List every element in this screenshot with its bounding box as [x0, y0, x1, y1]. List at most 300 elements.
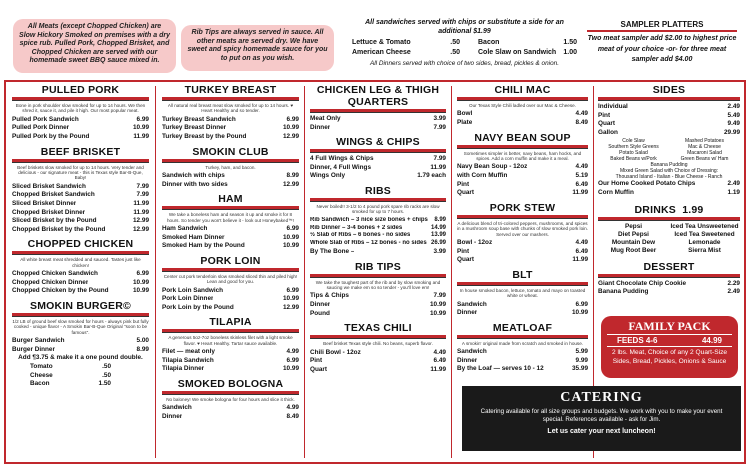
menu-item-price: 4.49	[575, 110, 588, 118]
section-title: TILAPIA	[209, 316, 252, 329]
menu-addon	[12, 372, 149, 381]
section-rule	[598, 97, 740, 101]
column-divider	[304, 86, 305, 458]
menu-column-5	[598, 84, 740, 297]
lettuce-label: Lettuce & Tomato	[352, 39, 411, 46]
section-description: We take a boneless ham and season it up and smoke it for 8 hours. So tender you won't believe it - look out Honeybaked™!	[166, 212, 295, 223]
sides-items-name: Quart	[598, 120, 616, 128]
menu-item	[162, 295, 299, 304]
menu-section-texas-chili	[310, 322, 446, 374]
section-rule	[598, 217, 740, 221]
menu-item-name: Tilapia Dinner	[162, 365, 205, 373]
addon-price: .50	[102, 362, 111, 370]
menu-item-price: 14.99	[430, 224, 446, 231]
menu-item	[162, 133, 299, 142]
menu-item	[457, 172, 588, 181]
menu-item	[310, 366, 446, 375]
menu-item	[310, 357, 446, 366]
menu-item-price: 13.99	[430, 232, 446, 239]
drinks-list-row	[598, 239, 740, 247]
sides-items2-value: 2.49	[727, 180, 740, 188]
menu-section-smoked-bologna	[162, 378, 299, 422]
menu-item-price: 12.99	[283, 133, 299, 140]
section-rule	[12, 251, 149, 255]
menu-item	[12, 191, 149, 200]
section-title: TEXAS CHILI	[344, 322, 412, 335]
section-rule	[12, 97, 149, 101]
section-title: RIB TIPS	[355, 260, 401, 273]
menu-item-price: 4.49	[575, 239, 588, 246]
sides-items-value: 9.49	[727, 120, 740, 128]
drinks-list-value: Lemonade	[688, 238, 721, 246]
menu-item	[162, 124, 299, 133]
menu-item-name: Chopped Brisket by the Pound	[12, 225, 106, 233]
section-title: WINGS & CHIPS	[336, 136, 420, 149]
section-description: In house smoked bacon, lettuce, tomato and mayo on toasted white or wheat.	[459, 287, 586, 299]
menu-item-price: 12.99	[283, 303, 299, 311]
menu-item-name: Pork Loin Sandwich	[162, 286, 224, 294]
menu-item-price: 3.99	[433, 247, 446, 255]
menu-item-price: 4.99	[286, 348, 299, 356]
drinks-price: 1.99	[682, 203, 704, 216]
menu-item	[457, 357, 588, 366]
section-title: RIBS	[365, 184, 391, 197]
section-description: Turkey, ham, and bacon.	[205, 164, 256, 170]
menu-item	[162, 404, 299, 413]
menu-item-price: 10.99	[133, 287, 149, 295]
menu-item-name: Quart	[457, 189, 475, 197]
menu-item-price: 6.99	[136, 270, 149, 278]
menu-section-chili-mac	[457, 84, 588, 128]
menu-item-price: 6.99	[575, 300, 588, 308]
section-description: Center cut pork tenderloin slow smoked sliced thin and piled high! Lean and good for you.	[163, 273, 298, 285]
menu-item-name: Smoked Ham by the Pound	[162, 242, 245, 250]
menu-item-name: Dinner with two sides	[162, 180, 228, 188]
sides-items-value: 2.49	[727, 103, 740, 110]
section-description: A delicious blend of tri-colored peppers, mushrooms, and spices in a mushroom soup base with chunks of slow smoked pork loin. Served over our mashers.	[457, 220, 588, 237]
section-rule	[310, 109, 446, 113]
sides-list-name: Potato Salad	[619, 150, 648, 157]
menu-item-name: Sandwich	[162, 404, 192, 412]
menu-item	[12, 116, 149, 125]
catering-tagline: Let us cater your next luncheon!	[547, 427, 656, 435]
menu-item	[457, 110, 588, 119]
drinks-title: DRINKS	[634, 203, 676, 216]
menu-item-name: Pint	[457, 247, 470, 255]
menu-item-price: 9.99	[575, 356, 588, 364]
menu-item-name: Pork Loin Dinner	[162, 295, 214, 303]
menu-item-name: Rib Dinner – 3-4 bones + 2 sides	[310, 224, 403, 231]
dinners-note: All Dinners served with choice of two sides, bread, pickles & onion.	[370, 60, 559, 67]
drinks-list-name: Pepsi	[624, 222, 643, 230]
menu-item-name: Turkey Breast Dinner	[162, 124, 227, 132]
menu-item-price: 10.99	[133, 124, 149, 132]
menu-item-name: Chopped Chicken Dinner	[12, 278, 89, 286]
menu-item-price: 10.99	[283, 124, 299, 132]
menu-item	[162, 357, 299, 366]
section-description: Never boiled!! 3-1/2 to 4 pound pork spare rib racks are slow smoked for up to 7 hours.	[316, 203, 440, 215]
menu-item	[310, 217, 446, 225]
menu-item-name: Wings Only	[310, 172, 346, 180]
menu-item-name: Pint	[457, 180, 470, 188]
section-title: CHOPPED CHICKEN	[27, 238, 134, 251]
sides-list-name: Southern Style Greens	[608, 144, 659, 151]
menu-section-rib-tips	[310, 261, 446, 319]
menu-item-price: 7.99	[136, 182, 149, 190]
column-divider	[451, 86, 452, 458]
menu-item	[310, 310, 446, 319]
section-rule	[162, 97, 299, 101]
dessert-items-name: Banana Pudding	[598, 288, 649, 296]
sandwich-note: All sandwiches served with chips or substitute a side for an additional $1.99	[365, 19, 564, 35]
menu-item-price: 12.99	[283, 180, 299, 188]
menu-item-price: 6.99	[286, 286, 299, 294]
menu-item-name: Smoked Ham Dinner	[162, 233, 225, 241]
menu-section-wings-chips	[310, 136, 446, 181]
menu-item-name: Dinner	[457, 356, 478, 364]
drinks-list-row	[598, 231, 740, 239]
menu-item-name: Whole Slab of Ribs – 12 bones - no sides	[310, 240, 427, 247]
column-divider	[155, 86, 156, 458]
menu-item	[310, 124, 446, 133]
menu-item-name: Dinner, 4 Full Wings	[310, 163, 372, 171]
menu-item-price: 11.99	[572, 256, 588, 264]
sampler-title: SAMPLER PLATTERS	[587, 20, 737, 32]
menu-item	[12, 270, 149, 279]
section-title: PULLED PORK	[41, 84, 120, 96]
menu-column-4	[457, 84, 588, 378]
section-title: BEEF BRISKET	[40, 145, 121, 158]
section-description: Sometimes simpler is better, navy beans, ham hocks, and spices. Add a corn muffin and make it a meal.	[463, 150, 582, 161]
sandwich-addons-box	[352, 18, 577, 78]
sides-items2-name: Corn Muffin	[598, 188, 634, 196]
menu-item	[310, 164, 446, 173]
section-rule	[12, 313, 149, 317]
menu-item-name: Sliced Brisket Dinner	[12, 200, 77, 207]
menu-section-ribs	[310, 185, 446, 257]
menu-item-price: 8.49	[286, 412, 299, 420]
section-rule	[457, 97, 588, 101]
section-description: No baloney! We smoke bologna for four hours and slice it thick.	[166, 396, 295, 402]
section-description: Our Texas Style Chili ladled over our Mac & Cheese.	[469, 103, 576, 108]
sides-items-value: 29.99	[724, 128, 740, 136]
menu-item-price: 4.49	[433, 348, 446, 356]
section-description: We take the toughest part of the rib and by slow smoking and saucing we make em so so tender - you'll love em!	[315, 279, 441, 290]
menu-section-smokin-burger	[12, 300, 149, 389]
menu-item-name: Pulled Pork by the Pound	[12, 133, 90, 140]
menu-item-price: 10.99	[283, 233, 299, 241]
menu-section-navy-bean-soup	[457, 132, 588, 198]
menu-item-price: 7.99	[433, 292, 446, 300]
drinks-list-row	[598, 247, 740, 255]
menu-item-name: Chopped Chicken by the Pound	[12, 287, 109, 295]
section-title: SMOKED BOLOGNA	[177, 377, 284, 390]
sides-items-value: 5.49	[727, 111, 740, 119]
menu-item-price: 5.19	[575, 172, 588, 179]
menu-item-price: 8.49	[575, 119, 588, 126]
family-pack-desc: 2 lbs. Meat, Choice of any 2 Quart-Size Sides, Bread, Pickles, Onions & Sauce	[611, 349, 728, 365]
section-title: SMOKIN BURGER©	[30, 299, 131, 312]
menu-item-price: 10.99	[283, 295, 299, 303]
section-title: SMOKIN CLUB	[192, 145, 269, 158]
section-rule	[162, 159, 299, 163]
menu-item	[12, 279, 149, 288]
menu-item-price: 11.99	[133, 200, 149, 207]
menu-item	[162, 348, 299, 357]
section-rule	[162, 391, 299, 395]
section-description: Bone in pork shoulder slow smoked for up to 14 hours. We then shred it, sauce it, and pile it high. Our most popular meat.	[15, 103, 146, 114]
menu-item-name: Burger Sandwich	[12, 337, 65, 345]
menu-item-price: 10.99	[430, 309, 446, 317]
sampler-text: Two meat sampler add $2.00 to highest price meat of your choice -or- for three meat sampler add $4.00	[587, 35, 737, 63]
family-pack-price: 44.99	[701, 336, 722, 345]
menu-item-price: 12.99	[133, 225, 149, 233]
menu-item-price: 4.49	[575, 163, 588, 171]
section-description: A smokin' original made from scratch and smoked in house.	[461, 340, 584, 346]
menu-item-name: Sliced Brisket by the Pound	[12, 217, 97, 225]
sampler-platters-box	[587, 20, 737, 72]
section-description: Beef brisket Texas style chili. No beans, superb flavor.	[323, 341, 433, 347]
menu-item-name: Rib Sandwich – 3 nice size bones + chips	[310, 216, 428, 223]
section-rule	[598, 274, 740, 278]
menu-item-price: 7.99	[433, 155, 446, 163]
menu-item-price: 10.99	[572, 309, 588, 317]
menu-item	[457, 301, 588, 310]
addon-price: .50	[102, 371, 111, 379]
section-title: CHICKEN LEG & THIGH QUARTERS	[316, 84, 440, 108]
menu-item-name: 4 Full Wings & Chips	[310, 155, 374, 163]
section-title: CHILI MAC	[494, 84, 551, 96]
menu-column-2	[162, 84, 299, 426]
section-description: A generous 5oz-7oz boneless skinless filet with a light smoke flavor. ♥ Heart Healthy. Tartar sauce available.	[168, 335, 293, 346]
menu-item	[12, 200, 149, 209]
menu-item-name: Quart	[310, 365, 328, 373]
section-title: PORK STEW	[489, 201, 556, 214]
menu-item-price: 8.99	[434, 216, 446, 223]
sides-items-row	[598, 103, 740, 112]
menu-item-price: 6.99	[136, 115, 149, 123]
family-pack-feeds: FEEDS 4-6	[617, 336, 658, 345]
menu-item-name: Sandwich	[457, 348, 487, 356]
section-title: MEATLOAF	[492, 321, 553, 334]
menu-item-name: Quart	[457, 256, 475, 264]
family-pack-title: FAMILY PACK	[628, 319, 711, 333]
menu-item-name: Plate	[457, 119, 473, 126]
section-rule	[162, 268, 299, 272]
section-description: All white breast meat shredded and sauced. Tastes just like chicken!	[20, 257, 141, 268]
menu-item-name: Pint	[310, 357, 323, 365]
menu-column-3	[310, 84, 446, 378]
menu-item	[162, 234, 299, 243]
drinks-list-name: Mountain Dew	[611, 238, 656, 246]
section-title: BLT	[512, 268, 533, 281]
menu-item	[162, 413, 299, 422]
sides-items-row	[598, 112, 740, 121]
menu-item	[162, 304, 299, 313]
menu-item-name: Burger Dinner	[12, 345, 55, 353]
menu-item-name: Dinner	[310, 300, 331, 308]
menu-item	[457, 181, 588, 190]
menu-section-pork-stew	[457, 202, 588, 265]
menu-item-name: Pork Loin by the Pound	[162, 303, 234, 311]
menu-item-price: 6.99	[286, 356, 299, 364]
menu-item-name: Chopped Brisket Sandwich	[12, 191, 95, 199]
addon-price: 1.50	[98, 380, 111, 388]
menu-item	[310, 155, 446, 164]
pink-note-right: Rib Tips are always served in sauce. All other meats are served dry. We have sweet and spicy homemade sauce for you to put on as you wish.	[181, 25, 334, 71]
menu-item	[12, 209, 149, 218]
menu-item-name: Dinner	[457, 309, 478, 317]
menu-item-price: 11.99	[430, 365, 446, 373]
menu-item-price: 10.99	[283, 365, 299, 373]
sides-items2-row	[598, 189, 740, 198]
menu-item-price: 6.49	[433, 357, 446, 365]
menu-item-name: By The Bone –	[310, 247, 355, 255]
american-cheese-price: .50	[450, 49, 460, 56]
sides-list-value: Green Beans w/ Ham	[680, 156, 729, 163]
menu-item-price: 11.99	[133, 208, 149, 216]
dessert-items-value: 2.49	[727, 288, 740, 296]
sides-list-name: Cole Slaw	[622, 138, 645, 145]
menu-item	[457, 348, 588, 357]
menu-item-name: Pound	[310, 309, 330, 317]
coleslaw-label: Cole Slaw on Sandwich	[478, 49, 557, 56]
menu-section-pork-loin	[162, 255, 299, 313]
dessert-items-row	[598, 288, 740, 297]
menu-item-name: Dinner	[162, 412, 183, 420]
section-rule	[12, 159, 149, 163]
section-title: PORK LOIN	[200, 254, 261, 267]
menu-item-price: 6.49	[575, 180, 588, 188]
sides-extra-banana: Banana Pudding	[650, 162, 688, 169]
menu-item	[162, 172, 299, 181]
menu-item	[457, 119, 588, 128]
section-rule	[310, 198, 446, 202]
menu-item-price: 6.99	[286, 115, 299, 123]
menu-item	[12, 183, 149, 192]
sides-items-row	[598, 120, 740, 129]
menu-item-name: Sliced Brisket Sandwich	[12, 182, 86, 190]
american-cheese-label: American Cheese	[352, 49, 411, 56]
section-rule	[310, 335, 446, 339]
menu-item-name: Meat Only	[310, 115, 341, 122]
section-rule	[162, 206, 299, 210]
section-rule	[457, 282, 588, 286]
menu-section-beef-brisket	[12, 146, 149, 235]
menu-section-tilapia	[162, 316, 299, 374]
menu-item	[310, 172, 446, 181]
lettuce-price: .50	[450, 39, 460, 46]
menu-item	[310, 248, 446, 257]
menu-item-price: 5.99	[575, 348, 588, 356]
menu-item	[12, 124, 149, 133]
drinks-title-row	[598, 204, 740, 216]
menu-item	[162, 365, 299, 374]
menu-item-price: 6.49	[575, 247, 588, 255]
menu-item	[12, 217, 149, 226]
menu-item-price: 12.99	[133, 217, 149, 225]
dessert-title: DESSERT	[643, 260, 695, 273]
menu-item-name: with Corn Muffin	[457, 172, 508, 179]
menu-item	[12, 226, 149, 235]
sides-list-value: Mac & Cheese	[688, 144, 721, 151]
bacon-price: 1.50	[563, 39, 577, 46]
menu-item-name: Tips & Chips	[310, 292, 349, 300]
menu-item-name: Sandwich with chips	[162, 172, 225, 179]
menu-item-price: 3.99	[433, 115, 446, 122]
menu-section-pulled-pork	[12, 84, 149, 142]
section-description: All natural real breast meat slow smoked for up to 14 hours. ♥ Heart Healthy and so tender.	[167, 103, 294, 114]
drinks-list-value: Iced Tea Sweetened	[674, 230, 735, 238]
menu-item	[162, 116, 299, 125]
menu-item-name: Bowl	[457, 110, 473, 118]
section-rule	[457, 145, 588, 149]
menu-item	[457, 309, 588, 318]
menu-item	[310, 232, 446, 240]
menu-item-name: By the Loaf — serves 10 - 12	[457, 365, 544, 373]
menu-item-price: 11.99	[133, 133, 149, 140]
menu-column-1	[12, 84, 149, 393]
dessert-items-value: 2.29	[727, 279, 740, 287]
menu-section-meatloaf	[457, 322, 588, 374]
menu-item-price: 10.99	[133, 278, 149, 286]
sides-extra-salad: Mixed Green Salad with Choice of Dressing:	[619, 168, 719, 175]
menu-item	[310, 292, 446, 301]
sides-items2-value: 1.19	[727, 188, 740, 196]
pink-note-left: All Meats (except Chopped Chicken) are Slow Hickory Smoked on premises with a dry spice rub. Pulled Pork, Chopped Brisket, and Chopped Chicken are served with our homemade sweet BBQ sauce mixed in.	[13, 19, 176, 73]
section-description: 1/2 LB of ground beef slow smoked for hours - always pink but fully cooked - unique flavor - A Smokin Bar-B-Que Original "soon to be famous".	[12, 318, 149, 335]
menu-item-name: Chili Bowl - 12oz	[310, 348, 361, 356]
menu-item-name: Chopped Brisket Dinner	[12, 208, 86, 216]
menu-section-chicken-leg-thigh-quarters	[310, 84, 446, 132]
sides-items-name: Individual	[598, 103, 628, 110]
menu-item-name: Pulled Pork Dinner	[12, 124, 70, 132]
menu-addon	[12, 380, 149, 389]
menu-item-name: Dinner	[310, 123, 331, 131]
section-rule	[310, 274, 446, 278]
addon-name: Tomato	[30, 362, 53, 370]
sides-items2-name: Our Home Cooked Potato Chips	[598, 180, 696, 188]
menu-item	[162, 287, 299, 296]
dessert-items-row	[598, 280, 740, 289]
menu-item-price: 11.99	[572, 189, 588, 197]
menu-item	[162, 242, 299, 251]
addon-name: Cheese	[30, 371, 53, 379]
menu-section-chopped-chicken	[12, 238, 149, 296]
drinks-list-row	[598, 223, 740, 231]
menu-item-price: 10.99	[430, 300, 446, 308]
sides-list-name: Baked Beans w/Pork	[610, 156, 657, 163]
menu-item	[457, 365, 588, 374]
menu-item	[310, 115, 446, 124]
menu-item-name: Filet — meat only	[162, 348, 215, 356]
menu-item-name: ½ Slab of Ribs – 6 bones - no sides	[310, 232, 411, 239]
menu-item-name: Navy Bean Soup - 12oz	[457, 163, 528, 171]
menu-item-price: 7.99	[136, 191, 149, 199]
sides-items-name: Pint	[598, 111, 611, 119]
menu-item-name: Turkey Breast Sandwich	[162, 115, 236, 123]
sides-items-row	[598, 129, 740, 138]
menu-item	[310, 301, 446, 310]
sides-list-value: Macaroni Salad	[687, 150, 722, 157]
menu-item-price: 35.99	[572, 365, 588, 373]
section-title: TURKEY BREAST	[184, 84, 277, 96]
menu-item	[457, 256, 588, 265]
catering-title: CATERING	[560, 390, 643, 405]
sides-extra-dressings: Thousand Island - Italian - Blue Cheese - Ranch	[615, 174, 723, 181]
section-description: Beef briskets slow smoked for up to 14 hours. Very tender and delicious - our signature meat - this is Texas style Bar-B-Que, Baby!	[17, 164, 144, 181]
menu-item-price: 10.99	[283, 242, 299, 250]
